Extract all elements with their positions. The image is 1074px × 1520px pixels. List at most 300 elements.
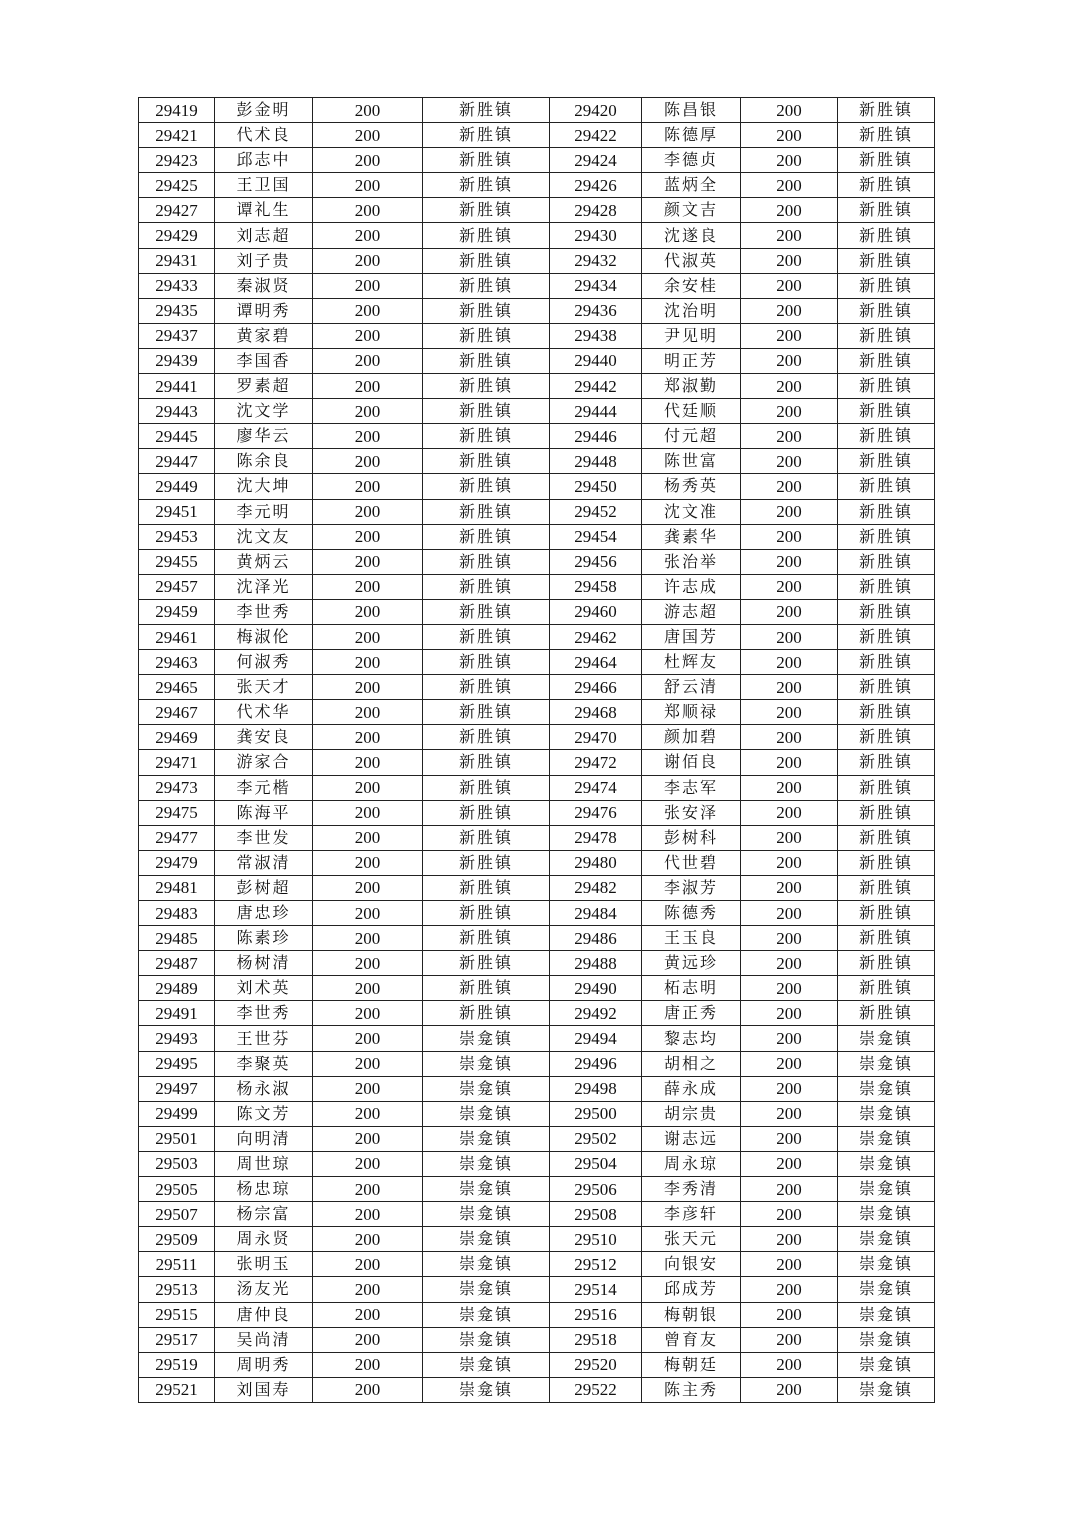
amount-cell: 200 bbox=[313, 1277, 423, 1302]
id-cell: 29493 bbox=[139, 1026, 215, 1051]
name-cell: 谭礼生 bbox=[215, 198, 313, 223]
name-cell: 王玉良 bbox=[642, 926, 741, 951]
town-cell: 崇龛镇 bbox=[838, 1151, 935, 1176]
table-row bbox=[139, 1227, 935, 1252]
amount-cell: 200 bbox=[313, 675, 423, 700]
name-cell: 陈德秀 bbox=[642, 901, 741, 926]
amount-cell: 200 bbox=[741, 148, 838, 173]
id-cell: 29507 bbox=[139, 1202, 215, 1227]
name-cell: 唐仲良 bbox=[215, 1302, 313, 1327]
amount-cell: 200 bbox=[313, 750, 423, 775]
id-cell: 29484 bbox=[550, 901, 642, 926]
town-cell: 崇龛镇 bbox=[838, 1202, 935, 1227]
amount-cell: 200 bbox=[313, 223, 423, 248]
id-cell: 29451 bbox=[139, 499, 215, 524]
id-cell: 29429 bbox=[139, 223, 215, 248]
name-cell: 尹见明 bbox=[642, 323, 741, 348]
amount-cell: 200 bbox=[741, 599, 838, 624]
table-row bbox=[139, 399, 935, 424]
town-cell: 崇龛镇 bbox=[423, 1227, 550, 1252]
name-cell: 刘术英 bbox=[215, 976, 313, 1001]
town-cell: 新胜镇 bbox=[423, 926, 550, 951]
name-cell: 余安桂 bbox=[642, 273, 741, 298]
id-cell: 29464 bbox=[550, 650, 642, 675]
name-cell: 柘志明 bbox=[642, 976, 741, 1001]
name-cell: 李彦轩 bbox=[642, 1202, 741, 1227]
town-cell: 新胜镇 bbox=[838, 850, 935, 875]
amount-cell: 200 bbox=[741, 499, 838, 524]
id-cell: 29459 bbox=[139, 599, 215, 624]
id-cell: 29489 bbox=[139, 976, 215, 1001]
town-cell: 新胜镇 bbox=[423, 825, 550, 850]
town-cell: 崇龛镇 bbox=[838, 1051, 935, 1076]
town-cell: 新胜镇 bbox=[838, 198, 935, 223]
town-cell: 崇龛镇 bbox=[423, 1202, 550, 1227]
id-cell: 29428 bbox=[550, 198, 642, 223]
id-cell: 29486 bbox=[550, 926, 642, 951]
amount-cell: 200 bbox=[741, 725, 838, 750]
town-cell: 新胜镇 bbox=[838, 624, 935, 649]
id-cell: 29513 bbox=[139, 1277, 215, 1302]
town-cell: 新胜镇 bbox=[838, 348, 935, 373]
table-row bbox=[139, 223, 935, 248]
amount-cell: 200 bbox=[741, 399, 838, 424]
amount-cell: 200 bbox=[313, 901, 423, 926]
town-cell: 崇龛镇 bbox=[838, 1227, 935, 1252]
id-cell: 29478 bbox=[550, 825, 642, 850]
name-cell: 龚素华 bbox=[642, 524, 741, 549]
id-cell: 29437 bbox=[139, 323, 215, 348]
amount-cell: 200 bbox=[741, 1302, 838, 1327]
town-cell: 崇龛镇 bbox=[423, 1076, 550, 1101]
amount-cell: 200 bbox=[741, 1377, 838, 1402]
town-cell: 新胜镇 bbox=[838, 424, 935, 449]
name-cell: 向明清 bbox=[215, 1126, 313, 1151]
amount-cell: 200 bbox=[313, 1202, 423, 1227]
table-row bbox=[139, 725, 935, 750]
town-cell: 新胜镇 bbox=[423, 650, 550, 675]
id-cell: 29495 bbox=[139, 1051, 215, 1076]
town-cell: 新胜镇 bbox=[838, 800, 935, 825]
id-cell: 29434 bbox=[550, 273, 642, 298]
town-cell: 新胜镇 bbox=[423, 223, 550, 248]
id-cell: 29419 bbox=[139, 98, 215, 123]
name-cell: 曾育友 bbox=[642, 1327, 741, 1352]
name-cell: 王卫国 bbox=[215, 173, 313, 198]
town-cell: 新胜镇 bbox=[423, 499, 550, 524]
id-cell: 29482 bbox=[550, 875, 642, 900]
name-cell: 李国香 bbox=[215, 348, 313, 373]
id-cell: 29498 bbox=[550, 1076, 642, 1101]
id-cell: 29468 bbox=[550, 700, 642, 725]
name-cell: 代术华 bbox=[215, 700, 313, 725]
town-cell: 新胜镇 bbox=[423, 424, 550, 449]
id-cell: 29467 bbox=[139, 700, 215, 725]
town-cell: 新胜镇 bbox=[423, 98, 550, 123]
amount-cell: 200 bbox=[313, 1051, 423, 1076]
town-cell: 崇龛镇 bbox=[423, 1126, 550, 1151]
town-cell: 新胜镇 bbox=[423, 951, 550, 976]
name-cell: 向银安 bbox=[642, 1252, 741, 1277]
name-cell: 谢志远 bbox=[642, 1126, 741, 1151]
town-cell: 新胜镇 bbox=[838, 750, 935, 775]
table-row bbox=[139, 875, 935, 900]
amount-cell: 200 bbox=[741, 951, 838, 976]
amount-cell: 200 bbox=[313, 725, 423, 750]
subsidy-table bbox=[138, 97, 935, 1403]
amount-cell: 200 bbox=[741, 424, 838, 449]
town-cell: 新胜镇 bbox=[838, 449, 935, 474]
name-cell: 梅淑伦 bbox=[215, 624, 313, 649]
table-row bbox=[139, 524, 935, 549]
id-cell: 29439 bbox=[139, 348, 215, 373]
id-cell: 29506 bbox=[550, 1177, 642, 1202]
name-cell: 代淑英 bbox=[642, 248, 741, 273]
name-cell: 梅朝银 bbox=[642, 1302, 741, 1327]
table-row bbox=[139, 374, 935, 399]
town-cell: 新胜镇 bbox=[423, 574, 550, 599]
amount-cell: 200 bbox=[313, 148, 423, 173]
name-cell: 郑顺禄 bbox=[642, 700, 741, 725]
id-cell: 29432 bbox=[550, 248, 642, 273]
name-cell: 常淑清 bbox=[215, 850, 313, 875]
id-cell: 29511 bbox=[139, 1252, 215, 1277]
id-cell: 29472 bbox=[550, 750, 642, 775]
name-cell: 王世芬 bbox=[215, 1026, 313, 1051]
town-cell: 新胜镇 bbox=[838, 775, 935, 800]
id-cell: 29517 bbox=[139, 1327, 215, 1352]
town-cell: 新胜镇 bbox=[838, 323, 935, 348]
id-cell: 29465 bbox=[139, 675, 215, 700]
amount-cell: 200 bbox=[313, 424, 423, 449]
table-row bbox=[139, 499, 935, 524]
name-cell: 沈文学 bbox=[215, 399, 313, 424]
amount-cell: 200 bbox=[313, 700, 423, 725]
table-row bbox=[139, 951, 935, 976]
id-cell: 29444 bbox=[550, 399, 642, 424]
table-body bbox=[139, 98, 935, 1403]
name-cell: 陈昌银 bbox=[642, 98, 741, 123]
id-cell: 29454 bbox=[550, 524, 642, 549]
table-row bbox=[139, 1352, 935, 1377]
amount-cell: 200 bbox=[313, 1177, 423, 1202]
name-cell: 胡相之 bbox=[642, 1051, 741, 1076]
town-cell: 崇龛镇 bbox=[838, 1302, 935, 1327]
id-cell: 29497 bbox=[139, 1076, 215, 1101]
id-cell: 29450 bbox=[550, 474, 642, 499]
table-row bbox=[139, 148, 935, 173]
id-cell: 29431 bbox=[139, 248, 215, 273]
name-cell: 杨秀英 bbox=[642, 474, 741, 499]
name-cell: 付元超 bbox=[642, 424, 741, 449]
id-cell: 29508 bbox=[550, 1202, 642, 1227]
name-cell: 唐忠珍 bbox=[215, 901, 313, 926]
name-cell: 张治举 bbox=[642, 549, 741, 574]
amount-cell: 200 bbox=[741, 323, 838, 348]
town-cell: 新胜镇 bbox=[423, 775, 550, 800]
town-cell: 新胜镇 bbox=[423, 549, 550, 574]
amount-cell: 200 bbox=[741, 173, 838, 198]
town-cell: 新胜镇 bbox=[838, 549, 935, 574]
id-cell: 29447 bbox=[139, 449, 215, 474]
amount-cell: 200 bbox=[313, 474, 423, 499]
id-cell: 29510 bbox=[550, 1227, 642, 1252]
name-cell: 廖华云 bbox=[215, 424, 313, 449]
town-cell: 新胜镇 bbox=[423, 273, 550, 298]
name-cell: 代世碧 bbox=[642, 850, 741, 875]
id-cell: 29514 bbox=[550, 1277, 642, 1302]
id-cell: 29488 bbox=[550, 951, 642, 976]
name-cell: 沈遂良 bbox=[642, 223, 741, 248]
amount-cell: 200 bbox=[741, 449, 838, 474]
town-cell: 新胜镇 bbox=[838, 725, 935, 750]
table-row bbox=[139, 700, 935, 725]
name-cell: 沈文友 bbox=[215, 524, 313, 549]
id-cell: 29462 bbox=[550, 624, 642, 649]
id-cell: 29487 bbox=[139, 951, 215, 976]
town-cell: 新胜镇 bbox=[838, 700, 935, 725]
amount-cell: 200 bbox=[313, 875, 423, 900]
id-cell: 29436 bbox=[550, 298, 642, 323]
table-row bbox=[139, 675, 935, 700]
name-cell: 代廷顺 bbox=[642, 399, 741, 424]
table-row bbox=[139, 1302, 935, 1327]
amount-cell: 200 bbox=[313, 374, 423, 399]
amount-cell: 200 bbox=[741, 675, 838, 700]
id-cell: 29452 bbox=[550, 499, 642, 524]
amount-cell: 200 bbox=[313, 524, 423, 549]
name-cell: 周世琼 bbox=[215, 1151, 313, 1176]
amount-cell: 200 bbox=[741, 1126, 838, 1151]
id-cell: 29521 bbox=[139, 1377, 215, 1402]
table-row bbox=[139, 599, 935, 624]
town-cell: 新胜镇 bbox=[838, 524, 935, 549]
id-cell: 29471 bbox=[139, 750, 215, 775]
id-cell: 29492 bbox=[550, 1001, 642, 1026]
id-cell: 29445 bbox=[139, 424, 215, 449]
name-cell: 李世发 bbox=[215, 825, 313, 850]
table-row bbox=[139, 173, 935, 198]
town-cell: 崇龛镇 bbox=[423, 1277, 550, 1302]
town-cell: 新胜镇 bbox=[423, 901, 550, 926]
town-cell: 崇龛镇 bbox=[838, 1352, 935, 1377]
town-cell: 新胜镇 bbox=[423, 298, 550, 323]
amount-cell: 200 bbox=[741, 123, 838, 148]
town-cell: 新胜镇 bbox=[838, 474, 935, 499]
amount-cell: 200 bbox=[741, 549, 838, 574]
town-cell: 新胜镇 bbox=[423, 800, 550, 825]
amount-cell: 200 bbox=[313, 926, 423, 951]
id-cell: 29500 bbox=[550, 1101, 642, 1126]
amount-cell: 200 bbox=[313, 98, 423, 123]
name-cell: 刘国寿 bbox=[215, 1377, 313, 1402]
table-row bbox=[139, 926, 935, 951]
amount-cell: 200 bbox=[741, 850, 838, 875]
name-cell: 李淑芳 bbox=[642, 875, 741, 900]
amount-cell: 200 bbox=[313, 1352, 423, 1377]
town-cell: 新胜镇 bbox=[838, 951, 935, 976]
amount-cell: 200 bbox=[313, 198, 423, 223]
name-cell: 秦淑贤 bbox=[215, 273, 313, 298]
table-row bbox=[139, 1377, 935, 1402]
table-row bbox=[139, 549, 935, 574]
town-cell: 新胜镇 bbox=[423, 875, 550, 900]
name-cell: 陈素珍 bbox=[215, 926, 313, 951]
name-cell: 游志超 bbox=[642, 599, 741, 624]
id-cell: 29473 bbox=[139, 775, 215, 800]
town-cell: 崇龛镇 bbox=[838, 1126, 935, 1151]
table-row bbox=[139, 1252, 935, 1277]
amount-cell: 200 bbox=[313, 650, 423, 675]
town-cell: 新胜镇 bbox=[838, 875, 935, 900]
town-cell: 新胜镇 bbox=[838, 374, 935, 399]
amount-cell: 200 bbox=[741, 1076, 838, 1101]
table-row bbox=[139, 775, 935, 800]
town-cell: 崇龛镇 bbox=[423, 1101, 550, 1126]
amount-cell: 200 bbox=[741, 875, 838, 900]
id-cell: 29423 bbox=[139, 148, 215, 173]
town-cell: 新胜镇 bbox=[838, 148, 935, 173]
amount-cell: 200 bbox=[313, 449, 423, 474]
name-cell: 周明秀 bbox=[215, 1352, 313, 1377]
id-cell: 29463 bbox=[139, 650, 215, 675]
amount-cell: 200 bbox=[741, 98, 838, 123]
name-cell: 彭树科 bbox=[642, 825, 741, 850]
town-cell: 新胜镇 bbox=[423, 524, 550, 549]
amount-cell: 200 bbox=[741, 198, 838, 223]
amount-cell: 200 bbox=[741, 650, 838, 675]
id-cell: 29491 bbox=[139, 1001, 215, 1026]
name-cell: 李志军 bbox=[642, 775, 741, 800]
name-cell: 张安泽 bbox=[642, 800, 741, 825]
amount-cell: 200 bbox=[313, 775, 423, 800]
amount-cell: 200 bbox=[741, 1327, 838, 1352]
name-cell: 沈治明 bbox=[642, 298, 741, 323]
name-cell: 李世秀 bbox=[215, 1001, 313, 1026]
town-cell: 新胜镇 bbox=[838, 499, 935, 524]
town-cell: 新胜镇 bbox=[838, 123, 935, 148]
name-cell: 何淑秀 bbox=[215, 650, 313, 675]
table-row bbox=[139, 198, 935, 223]
id-cell: 29443 bbox=[139, 399, 215, 424]
town-cell: 新胜镇 bbox=[423, 976, 550, 1001]
table-row bbox=[139, 976, 935, 1001]
id-cell: 29421 bbox=[139, 123, 215, 148]
id-cell: 29433 bbox=[139, 273, 215, 298]
town-cell: 新胜镇 bbox=[423, 399, 550, 424]
town-cell: 新胜镇 bbox=[838, 1001, 935, 1026]
name-cell: 杨忠琼 bbox=[215, 1177, 313, 1202]
id-cell: 29477 bbox=[139, 825, 215, 850]
town-cell: 新胜镇 bbox=[423, 850, 550, 875]
name-cell: 陈德厚 bbox=[642, 123, 741, 148]
amount-cell: 200 bbox=[313, 850, 423, 875]
id-cell: 29505 bbox=[139, 1177, 215, 1202]
table-row bbox=[139, 323, 935, 348]
name-cell: 代术良 bbox=[215, 123, 313, 148]
name-cell: 彭树超 bbox=[215, 875, 313, 900]
id-cell: 29518 bbox=[550, 1327, 642, 1352]
id-cell: 29476 bbox=[550, 800, 642, 825]
amount-cell: 200 bbox=[313, 248, 423, 273]
table-row bbox=[139, 1076, 935, 1101]
id-cell: 29426 bbox=[550, 173, 642, 198]
name-cell: 杨永淑 bbox=[215, 1076, 313, 1101]
id-cell: 29466 bbox=[550, 675, 642, 700]
table-row bbox=[139, 98, 935, 123]
table-row bbox=[139, 474, 935, 499]
amount-cell: 200 bbox=[313, 1327, 423, 1352]
amount-cell: 200 bbox=[741, 348, 838, 373]
town-cell: 新胜镇 bbox=[423, 725, 550, 750]
town-cell: 崇龛镇 bbox=[423, 1177, 550, 1202]
table-row bbox=[139, 1001, 935, 1026]
id-cell: 29460 bbox=[550, 599, 642, 624]
id-cell: 29425 bbox=[139, 173, 215, 198]
town-cell: 新胜镇 bbox=[838, 650, 935, 675]
town-cell: 崇龛镇 bbox=[423, 1151, 550, 1176]
amount-cell: 200 bbox=[313, 273, 423, 298]
town-cell: 新胜镇 bbox=[838, 976, 935, 1001]
amount-cell: 200 bbox=[313, 1076, 423, 1101]
id-cell: 29502 bbox=[550, 1126, 642, 1151]
town-cell: 新胜镇 bbox=[423, 323, 550, 348]
town-cell: 崇龛镇 bbox=[838, 1252, 935, 1277]
id-cell: 29455 bbox=[139, 549, 215, 574]
town-cell: 新胜镇 bbox=[423, 624, 550, 649]
name-cell: 罗素超 bbox=[215, 374, 313, 399]
id-cell: 29448 bbox=[550, 449, 642, 474]
table-row bbox=[139, 850, 935, 875]
id-cell: 29494 bbox=[550, 1026, 642, 1051]
amount-cell: 200 bbox=[741, 1177, 838, 1202]
id-cell: 29503 bbox=[139, 1151, 215, 1176]
amount-cell: 200 bbox=[741, 926, 838, 951]
town-cell: 崇龛镇 bbox=[423, 1302, 550, 1327]
name-cell: 周永贤 bbox=[215, 1227, 313, 1252]
amount-cell: 200 bbox=[313, 1252, 423, 1277]
id-cell: 29516 bbox=[550, 1302, 642, 1327]
name-cell: 陈海平 bbox=[215, 800, 313, 825]
table-row bbox=[139, 1051, 935, 1076]
name-cell: 邱成芳 bbox=[642, 1277, 741, 1302]
id-cell: 29480 bbox=[550, 850, 642, 875]
table-row bbox=[139, 424, 935, 449]
amount-cell: 200 bbox=[313, 976, 423, 1001]
amount-cell: 200 bbox=[313, 549, 423, 574]
town-cell: 新胜镇 bbox=[423, 374, 550, 399]
amount-cell: 200 bbox=[741, 1101, 838, 1126]
amount-cell: 200 bbox=[741, 574, 838, 599]
amount-cell: 200 bbox=[313, 123, 423, 148]
amount-cell: 200 bbox=[741, 223, 838, 248]
amount-cell: 200 bbox=[313, 499, 423, 524]
amount-cell: 200 bbox=[313, 599, 423, 624]
name-cell: 蓝炳全 bbox=[642, 173, 741, 198]
amount-cell: 200 bbox=[313, 574, 423, 599]
town-cell: 崇龛镇 bbox=[838, 1377, 935, 1402]
amount-cell: 200 bbox=[313, 800, 423, 825]
name-cell: 许志成 bbox=[642, 574, 741, 599]
id-cell: 29496 bbox=[550, 1051, 642, 1076]
town-cell: 新胜镇 bbox=[423, 474, 550, 499]
amount-cell: 200 bbox=[313, 298, 423, 323]
id-cell: 29515 bbox=[139, 1302, 215, 1327]
town-cell: 新胜镇 bbox=[423, 348, 550, 373]
id-cell: 29519 bbox=[139, 1352, 215, 1377]
town-cell: 新胜镇 bbox=[423, 449, 550, 474]
amount-cell: 200 bbox=[313, 825, 423, 850]
